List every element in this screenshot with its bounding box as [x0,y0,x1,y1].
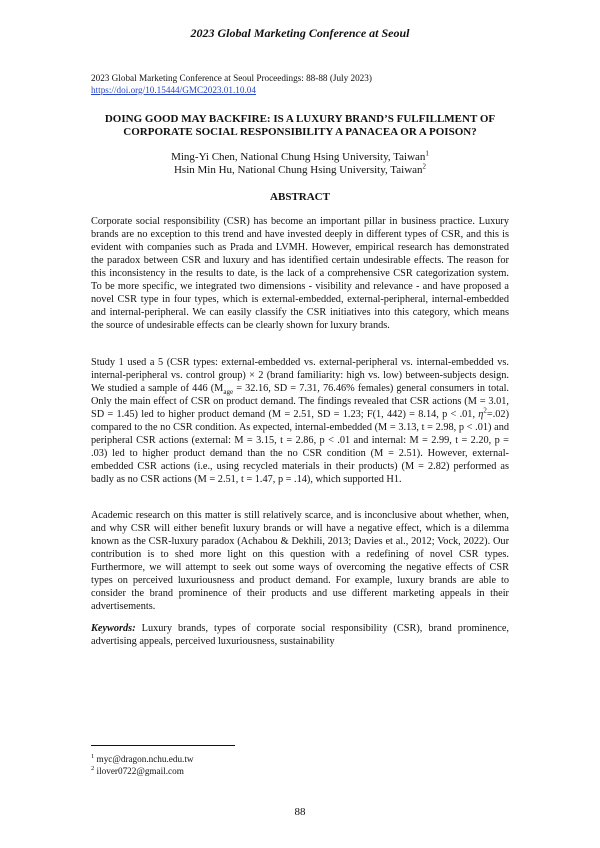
footnote-email: ilover0722@gmail.com [94,766,184,776]
author-line [91,151,509,164]
abstract-paragraph: Corporate social responsibility (CSR) has become an important pillar in business practice. Luxury brands are no exception to this trend and have invested deeply in different types of CSR, and this is evident with companies such as Prada and LVMH. However, empirical research has demonstrated the paradox between CSR and luxury and has identified certain undesirable effects. The reason for this inconsistency in the results to date, is the lack of a comprehensive CSR categorization system. To be more specific, we integrated two dimensions - visibility and relevance - and have proposed a novel CSR type in four types, which is external-embedded, external-peripheral, internal-embedded and internal-peripheral. We can easily classify the CSR initiatives into this category, which means the source of undesirable effects can be clearly shown for luxury brands. [91,216,509,331]
proceedings-citation: 2023 Global Marketing Conference at Seoul Proceedings: 88-88 (July 2023) [91,73,372,83]
subscript: age [223,387,234,396]
footnote-marker[interactable]: 1 [425,149,429,158]
author-line [91,164,509,177]
keywords-list: Luxury brands, types of corporate social responsibility (CSR), brand prominence, advertising appeals, perceived luxuriousness, sustainability [91,623,509,647]
footnotes [91,753,194,777]
footnote-divider [91,745,235,746]
doi-link[interactable]: https://doi.org/10.15444/GMC2023.01.10.04 [91,84,256,95]
eta-symbol: η [478,408,484,420]
keywords-label: Keywords: [91,623,136,634]
footnote-item [91,753,194,765]
footnote-marker[interactable]: 2 [422,162,427,171]
author-block [91,151,509,177]
abstract-heading: ABSTRACT [270,191,330,203]
running-header: 2023 Global Marketing Conference at Seoul [190,26,410,40]
text-run: Study 1 used a 5 (CSR types: external-embedded vs. external-peripheral vs. internal-embedded vs. internal-peripheral vs. control group) × 2 (brand familiarity: high vs. low) between-subjects design. We studied a sample of 446 (M [91,357,509,394]
superscript: 2 [483,406,487,415]
author-name-affiliation: Ming-Yi Chen, National Chung Hsing University, Taiwan [171,151,426,163]
text-run: =.02) compared to the no CSR condition. As expected, internal-embedded (M = 3.13, t = 2.98, p < .01) and peripheral CSR actions (external: M = 3.15, t = 2.86, p < .01 and internal: M = 2.99, t = 2.20, p = .03) led to higher product demand than the no CSR condition (M = 2.51). However, external-embedded CSR actions (i.e., using recycled materials in their products) (M = 2.82) performed as badly as no CSR actions (M = 2.51, t = 1.47, p = .14), which supported H1. [91,408,509,485]
paper-title: DOING GOOD MAY BACKFIRE: IS A LUXURY BRAND’S FULFILLMENT OF CORPORATE SOCIAL RESPONSIBILITY A PANACEA OR A POISON? [104,113,496,138]
page-number: 88 [294,806,306,818]
proceedings-info [91,73,372,96]
keywords [91,623,509,649]
footnote-number: 1 [91,752,95,760]
footnote-number: 2 [91,764,95,772]
author-name-affiliation: Hsin Min Hu, National Chung Hsing University, Taiwan [173,164,423,176]
text-run: = 32.16, SD = 7.31, 76.46% females) general consumers in total. Only the main effect of CSR on product demand. The findings revealed that CSR actions (M = 3.01, SD = 1.45) led to higher product demand (M = 2.51, SD = 1.23; F(1, 442) = 8.14, p < .01, [91,382,510,420]
abstract-paragraph: Academic research on this matter is still relatively scarce, and is inconclusive about whether, when, and why CSR will either benefit luxury brands or will have a negative effect, which is a dilemma known as the CSR-luxury paradox (Achabou & Dekhili, 2013; Davies et al., 2012; Vock, 2022). Our contribution is to shed more light on this question with a redefining of novel CSR types. Furthermore, we will attempt to seek out some ways of overcoming the negative effects of CSR types on perceived luxuriousness and product demand. For example, luxury brands are able to consider the brand prominence of their products and use different marketing appeals in their advertisements. [91,510,509,612]
abstract-paragraph [91,357,509,487]
footnote-email: myc@dragon.nchu.edu.tw [94,754,194,764]
footnote-item [91,765,194,777]
